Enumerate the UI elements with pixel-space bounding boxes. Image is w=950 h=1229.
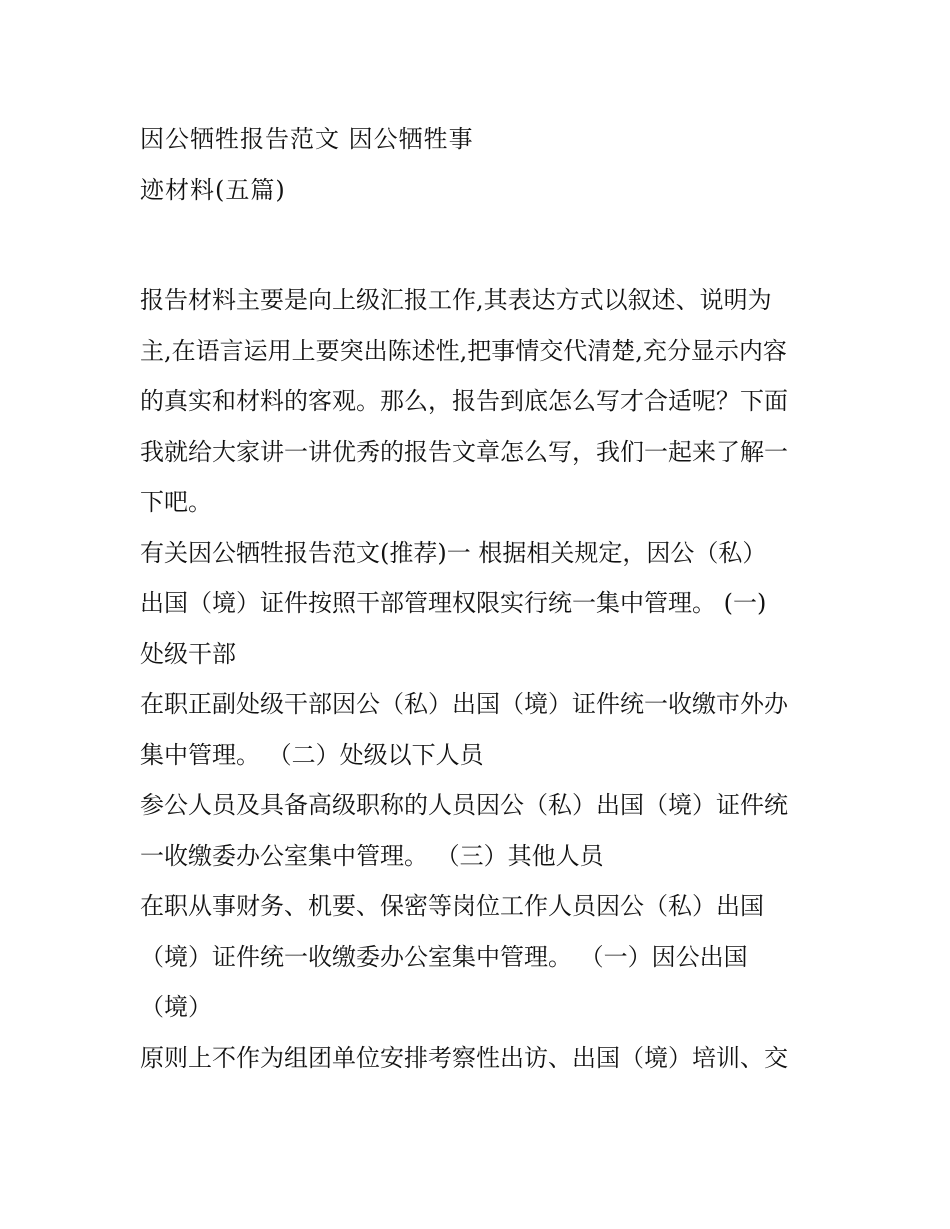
body-line: （境） xyxy=(140,993,212,1021)
document-title xyxy=(140,114,820,215)
body-line: 在职从事财务、机要、保密等岗位工作人员因公（私）出国 xyxy=(140,892,764,920)
body-line: 在职正副处级干部因公（私）出国（境）证件统一收缴市外办 xyxy=(140,690,788,718)
body-line: 主,在语言运用上要突出陈述性,把事情交代清楚,充分显示内容 xyxy=(140,336,787,365)
body-line: 报告材料主要是向上级汇报工作,其表达方式以叙述、说明为 xyxy=(140,286,772,314)
body-line: 集中管理。 （二）处级以下人员 xyxy=(140,740,484,769)
title-line: 迹材料(五篇) xyxy=(140,175,286,204)
body-line: 出国（境）证件按照干部管理权限实行统一集中管理。 (一) xyxy=(140,589,767,617)
body-line: 原则上不作为组团单位安排考察性出访、出国（境）培训、交 xyxy=(140,1043,788,1072)
body-line: 下吧。 xyxy=(140,488,212,516)
body-line: （境）证件统一收缴委办公室集中管理。 （一）因公出国 xyxy=(140,942,748,971)
body-line: 的真实和材料的客观。那么，报告到底怎么写才合适呢？下面 xyxy=(140,387,788,415)
title-line: 因公牺牲报告范文 因公牺牲事 xyxy=(140,125,474,153)
body-line: 有关因公牺牲报告范文(推荐)一 根据相关规定，因公（私） xyxy=(140,538,767,567)
document-body xyxy=(140,275,830,1083)
body-line: 处级干部 xyxy=(140,639,236,668)
body-line: 我就给大家讲一讲优秀的报告文章怎么写，我们一起来了解一 xyxy=(140,437,788,466)
body-line: 参公人员及具备高级职称的人员因公（私）出国（境）证件统 xyxy=(140,791,788,819)
body-line: 一收缴委办公室集中管理。 （三）其他人员 xyxy=(140,841,604,870)
